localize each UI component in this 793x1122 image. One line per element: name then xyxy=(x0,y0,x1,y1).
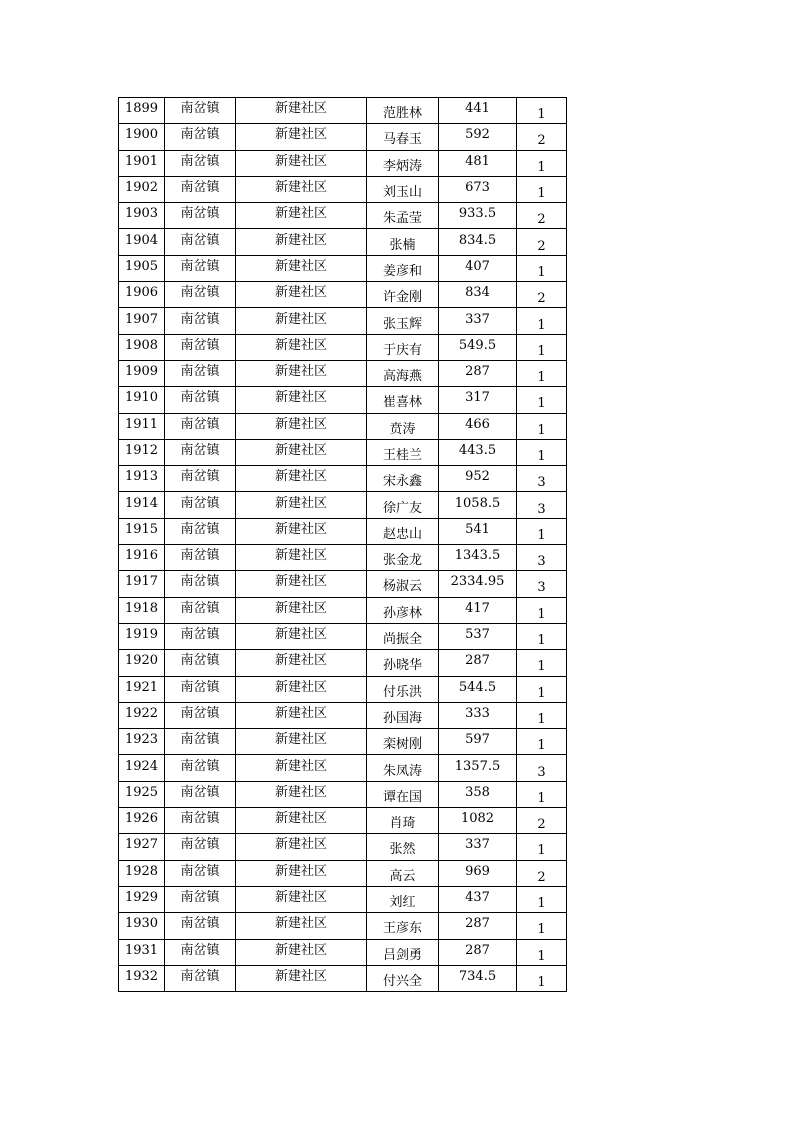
cell-id: 1932 xyxy=(119,965,165,991)
cell-count: 1 xyxy=(517,939,567,965)
cell-name: 王桂兰 xyxy=(367,439,439,465)
cell-community: 新建社区 xyxy=(236,545,367,571)
cell-name: 孙彦林 xyxy=(367,597,439,623)
table-row xyxy=(119,439,567,465)
table-row xyxy=(119,781,567,807)
cell-name: 尚振全 xyxy=(367,623,439,649)
cell-name: 肖琦 xyxy=(367,808,439,834)
cell-community: 新建社区 xyxy=(236,676,367,702)
cell-amount: 541 xyxy=(439,518,517,544)
cell-name: 栾树刚 xyxy=(367,729,439,755)
table-row xyxy=(119,571,567,597)
cell-count: 1 xyxy=(517,360,567,386)
cell-town: 南岔镇 xyxy=(165,650,236,676)
cell-community: 新建社区 xyxy=(236,860,367,886)
cell-name: 姜彦和 xyxy=(367,255,439,281)
cell-name: 崔喜林 xyxy=(367,387,439,413)
cell-community: 新建社区 xyxy=(236,334,367,360)
cell-amount: 417 xyxy=(439,597,517,623)
cell-community: 新建社区 xyxy=(236,729,367,755)
cell-count: 2 xyxy=(517,124,567,150)
cell-amount: 287 xyxy=(439,939,517,965)
cell-community: 新建社区 xyxy=(236,413,367,439)
cell-community: 新建社区 xyxy=(236,492,367,518)
table-row xyxy=(119,282,567,308)
cell-town: 南岔镇 xyxy=(165,150,236,176)
cell-community: 新建社区 xyxy=(236,360,367,386)
cell-name: 马春玉 xyxy=(367,124,439,150)
cell-amount: 287 xyxy=(439,650,517,676)
cell-town: 南岔镇 xyxy=(165,702,236,728)
cell-amount: 592 xyxy=(439,124,517,150)
cell-id: 1911 xyxy=(119,413,165,439)
cell-community: 新建社区 xyxy=(236,203,367,229)
cell-count: 2 xyxy=(517,860,567,886)
cell-count: 3 xyxy=(517,571,567,597)
cell-count: 3 xyxy=(517,466,567,492)
cell-id: 1917 xyxy=(119,571,165,597)
cell-count: 3 xyxy=(517,755,567,781)
cell-community: 新建社区 xyxy=(236,308,367,334)
cell-town: 南岔镇 xyxy=(165,518,236,544)
cell-community: 新建社区 xyxy=(236,571,367,597)
table-row xyxy=(119,676,567,702)
table-row xyxy=(119,98,567,124)
cell-name: 朱凤涛 xyxy=(367,755,439,781)
cell-id: 1901 xyxy=(119,150,165,176)
cell-count: 1 xyxy=(517,518,567,544)
cell-count: 1 xyxy=(517,623,567,649)
cell-community: 新建社区 xyxy=(236,439,367,465)
cell-town: 南岔镇 xyxy=(165,387,236,413)
cell-community: 新建社区 xyxy=(236,650,367,676)
cell-amount: 1343.5 xyxy=(439,545,517,571)
cell-name: 张金龙 xyxy=(367,545,439,571)
cell-town: 南岔镇 xyxy=(165,808,236,834)
cell-name: 张然 xyxy=(367,834,439,860)
cell-amount: 952 xyxy=(439,466,517,492)
data-table xyxy=(118,97,567,992)
cell-town: 南岔镇 xyxy=(165,334,236,360)
cell-amount: 734.5 xyxy=(439,965,517,991)
cell-amount: 337 xyxy=(439,308,517,334)
cell-count: 1 xyxy=(517,98,567,124)
cell-id: 1931 xyxy=(119,939,165,965)
cell-community: 新建社区 xyxy=(236,597,367,623)
table-row xyxy=(119,360,567,386)
table-row xyxy=(119,860,567,886)
cell-id: 1922 xyxy=(119,702,165,728)
cell-count: 1 xyxy=(517,439,567,465)
cell-amount: 537 xyxy=(439,623,517,649)
cell-community: 新建社区 xyxy=(236,886,367,912)
cell-name: 赵忠山 xyxy=(367,518,439,544)
table-row xyxy=(119,808,567,834)
cell-count: 1 xyxy=(517,834,567,860)
table-row xyxy=(119,176,567,202)
table-row xyxy=(119,387,567,413)
cell-count: 1 xyxy=(517,176,567,202)
cell-town: 南岔镇 xyxy=(165,939,236,965)
cell-amount: 337 xyxy=(439,834,517,860)
cell-town: 南岔镇 xyxy=(165,360,236,386)
cell-name: 付乐洪 xyxy=(367,676,439,702)
cell-name: 李炳涛 xyxy=(367,150,439,176)
table-row xyxy=(119,623,567,649)
cell-town: 南岔镇 xyxy=(165,203,236,229)
cell-amount: 834 xyxy=(439,282,517,308)
cell-community: 新建社区 xyxy=(236,282,367,308)
cell-name: 刘红 xyxy=(367,886,439,912)
cell-amount: 287 xyxy=(439,360,517,386)
cell-count: 1 xyxy=(517,676,567,702)
cell-count: 2 xyxy=(517,229,567,255)
cell-count: 2 xyxy=(517,282,567,308)
table-row xyxy=(119,729,567,755)
cell-community: 新建社区 xyxy=(236,98,367,124)
table-row xyxy=(119,518,567,544)
cell-id: 1905 xyxy=(119,255,165,281)
cell-community: 新建社区 xyxy=(236,781,367,807)
cell-count: 1 xyxy=(517,913,567,939)
cell-name: 刘玉山 xyxy=(367,176,439,202)
cell-count: 1 xyxy=(517,255,567,281)
cell-id: 1925 xyxy=(119,781,165,807)
cell-amount: 333 xyxy=(439,702,517,728)
cell-name: 范胜林 xyxy=(367,98,439,124)
cell-id: 1902 xyxy=(119,176,165,202)
cell-name: 高海燕 xyxy=(367,360,439,386)
cell-town: 南岔镇 xyxy=(165,124,236,150)
cell-community: 新建社区 xyxy=(236,176,367,202)
cell-community: 新建社区 xyxy=(236,834,367,860)
cell-amount: 549.5 xyxy=(439,334,517,360)
cell-town: 南岔镇 xyxy=(165,282,236,308)
cell-count: 1 xyxy=(517,886,567,912)
table-row xyxy=(119,334,567,360)
cell-count: 1 xyxy=(517,781,567,807)
cell-amount: 597 xyxy=(439,729,517,755)
cell-id: 1926 xyxy=(119,808,165,834)
cell-amount: 1357.5 xyxy=(439,755,517,781)
cell-count: 1 xyxy=(517,597,567,623)
cell-town: 南岔镇 xyxy=(165,492,236,518)
cell-town: 南岔镇 xyxy=(165,466,236,492)
cell-town: 南岔镇 xyxy=(165,255,236,281)
cell-community: 新建社区 xyxy=(236,755,367,781)
table-row xyxy=(119,913,567,939)
cell-count: 1 xyxy=(517,965,567,991)
table-row xyxy=(119,545,567,571)
cell-id: 1906 xyxy=(119,282,165,308)
cell-count: 3 xyxy=(517,545,567,571)
cell-amount: 437 xyxy=(439,886,517,912)
cell-id: 1909 xyxy=(119,360,165,386)
cell-name: 张玉辉 xyxy=(367,308,439,334)
cell-id: 1915 xyxy=(119,518,165,544)
table-row xyxy=(119,229,567,255)
table-row xyxy=(119,124,567,150)
table-body xyxy=(119,98,567,992)
cell-id: 1930 xyxy=(119,913,165,939)
cell-amount: 407 xyxy=(439,255,517,281)
cell-town: 南岔镇 xyxy=(165,623,236,649)
cell-id: 1914 xyxy=(119,492,165,518)
cell-town: 南岔镇 xyxy=(165,571,236,597)
cell-town: 南岔镇 xyxy=(165,886,236,912)
cell-community: 新建社区 xyxy=(236,124,367,150)
table-row xyxy=(119,650,567,676)
table-row xyxy=(119,308,567,334)
cell-id: 1929 xyxy=(119,886,165,912)
cell-town: 南岔镇 xyxy=(165,545,236,571)
cell-amount: 969 xyxy=(439,860,517,886)
table-row xyxy=(119,702,567,728)
cell-count: 1 xyxy=(517,334,567,360)
cell-id: 1919 xyxy=(119,623,165,649)
cell-count: 1 xyxy=(517,413,567,439)
cell-name: 朱孟莹 xyxy=(367,203,439,229)
cell-town: 南岔镇 xyxy=(165,176,236,202)
cell-id: 1920 xyxy=(119,650,165,676)
cell-community: 新建社区 xyxy=(236,255,367,281)
cell-id: 1913 xyxy=(119,466,165,492)
table-row xyxy=(119,834,567,860)
cell-amount: 441 xyxy=(439,98,517,124)
table-row xyxy=(119,203,567,229)
cell-name: 宋永鑫 xyxy=(367,466,439,492)
cell-name: 贲涛 xyxy=(367,413,439,439)
cell-name: 吕剑勇 xyxy=(367,939,439,965)
cell-id: 1899 xyxy=(119,98,165,124)
cell-community: 新建社区 xyxy=(236,702,367,728)
cell-count: 1 xyxy=(517,150,567,176)
cell-name: 谭在国 xyxy=(367,781,439,807)
cell-community: 新建社区 xyxy=(236,518,367,544)
table-row xyxy=(119,150,567,176)
cell-count: 1 xyxy=(517,308,567,334)
cell-community: 新建社区 xyxy=(236,939,367,965)
table-row xyxy=(119,886,567,912)
cell-town: 南岔镇 xyxy=(165,597,236,623)
cell-community: 新建社区 xyxy=(236,466,367,492)
cell-id: 1912 xyxy=(119,439,165,465)
cell-id: 1918 xyxy=(119,597,165,623)
cell-name: 高云 xyxy=(367,860,439,886)
cell-name: 杨淑云 xyxy=(367,571,439,597)
cell-community: 新建社区 xyxy=(236,229,367,255)
cell-id: 1908 xyxy=(119,334,165,360)
cell-amount: 1082 xyxy=(439,808,517,834)
cell-id: 1923 xyxy=(119,729,165,755)
cell-count: 1 xyxy=(517,702,567,728)
cell-amount: 1058.5 xyxy=(439,492,517,518)
table-row xyxy=(119,255,567,281)
cell-town: 南岔镇 xyxy=(165,229,236,255)
cell-amount: 933.5 xyxy=(439,203,517,229)
cell-community: 新建社区 xyxy=(236,387,367,413)
cell-id: 1921 xyxy=(119,676,165,702)
cell-town: 南岔镇 xyxy=(165,781,236,807)
table-row xyxy=(119,939,567,965)
cell-community: 新建社区 xyxy=(236,913,367,939)
cell-name: 张楠 xyxy=(367,229,439,255)
cell-town: 南岔镇 xyxy=(165,834,236,860)
cell-community: 新建社区 xyxy=(236,808,367,834)
cell-amount: 2334.95 xyxy=(439,571,517,597)
cell-amount: 466 xyxy=(439,413,517,439)
table-row xyxy=(119,597,567,623)
table-row xyxy=(119,413,567,439)
cell-town: 南岔镇 xyxy=(165,98,236,124)
cell-amount: 443.5 xyxy=(439,439,517,465)
cell-count: 2 xyxy=(517,203,567,229)
cell-count: 1 xyxy=(517,387,567,413)
cell-town: 南岔镇 xyxy=(165,729,236,755)
cell-name: 徐广友 xyxy=(367,492,439,518)
cell-community: 新建社区 xyxy=(236,623,367,649)
cell-name: 付兴全 xyxy=(367,965,439,991)
cell-id: 1910 xyxy=(119,387,165,413)
cell-name: 许金刚 xyxy=(367,282,439,308)
cell-amount: 673 xyxy=(439,176,517,202)
table-row xyxy=(119,755,567,781)
cell-count: 1 xyxy=(517,729,567,755)
cell-count: 2 xyxy=(517,808,567,834)
cell-id: 1916 xyxy=(119,545,165,571)
cell-town: 南岔镇 xyxy=(165,439,236,465)
cell-community: 新建社区 xyxy=(236,965,367,991)
cell-count: 3 xyxy=(517,492,567,518)
cell-amount: 834.5 xyxy=(439,229,517,255)
cell-count: 1 xyxy=(517,650,567,676)
cell-town: 南岔镇 xyxy=(165,965,236,991)
cell-town: 南岔镇 xyxy=(165,413,236,439)
cell-id: 1924 xyxy=(119,755,165,781)
cell-id: 1907 xyxy=(119,308,165,334)
cell-town: 南岔镇 xyxy=(165,755,236,781)
cell-community: 新建社区 xyxy=(236,150,367,176)
cell-id: 1903 xyxy=(119,203,165,229)
table-row xyxy=(119,466,567,492)
cell-amount: 317 xyxy=(439,387,517,413)
cell-id: 1904 xyxy=(119,229,165,255)
cell-id: 1927 xyxy=(119,834,165,860)
cell-amount: 481 xyxy=(439,150,517,176)
cell-amount: 544.5 xyxy=(439,676,517,702)
cell-name: 于庆有 xyxy=(367,334,439,360)
cell-amount: 358 xyxy=(439,781,517,807)
cell-amount: 287 xyxy=(439,913,517,939)
cell-id: 1900 xyxy=(119,124,165,150)
table-row xyxy=(119,965,567,991)
cell-town: 南岔镇 xyxy=(165,913,236,939)
table-row xyxy=(119,492,567,518)
cell-town: 南岔镇 xyxy=(165,860,236,886)
cell-id: 1928 xyxy=(119,860,165,886)
cell-name: 孙国海 xyxy=(367,702,439,728)
cell-name: 王彦东 xyxy=(367,913,439,939)
cell-name: 孙晓华 xyxy=(367,650,439,676)
cell-town: 南岔镇 xyxy=(165,676,236,702)
cell-town: 南岔镇 xyxy=(165,308,236,334)
